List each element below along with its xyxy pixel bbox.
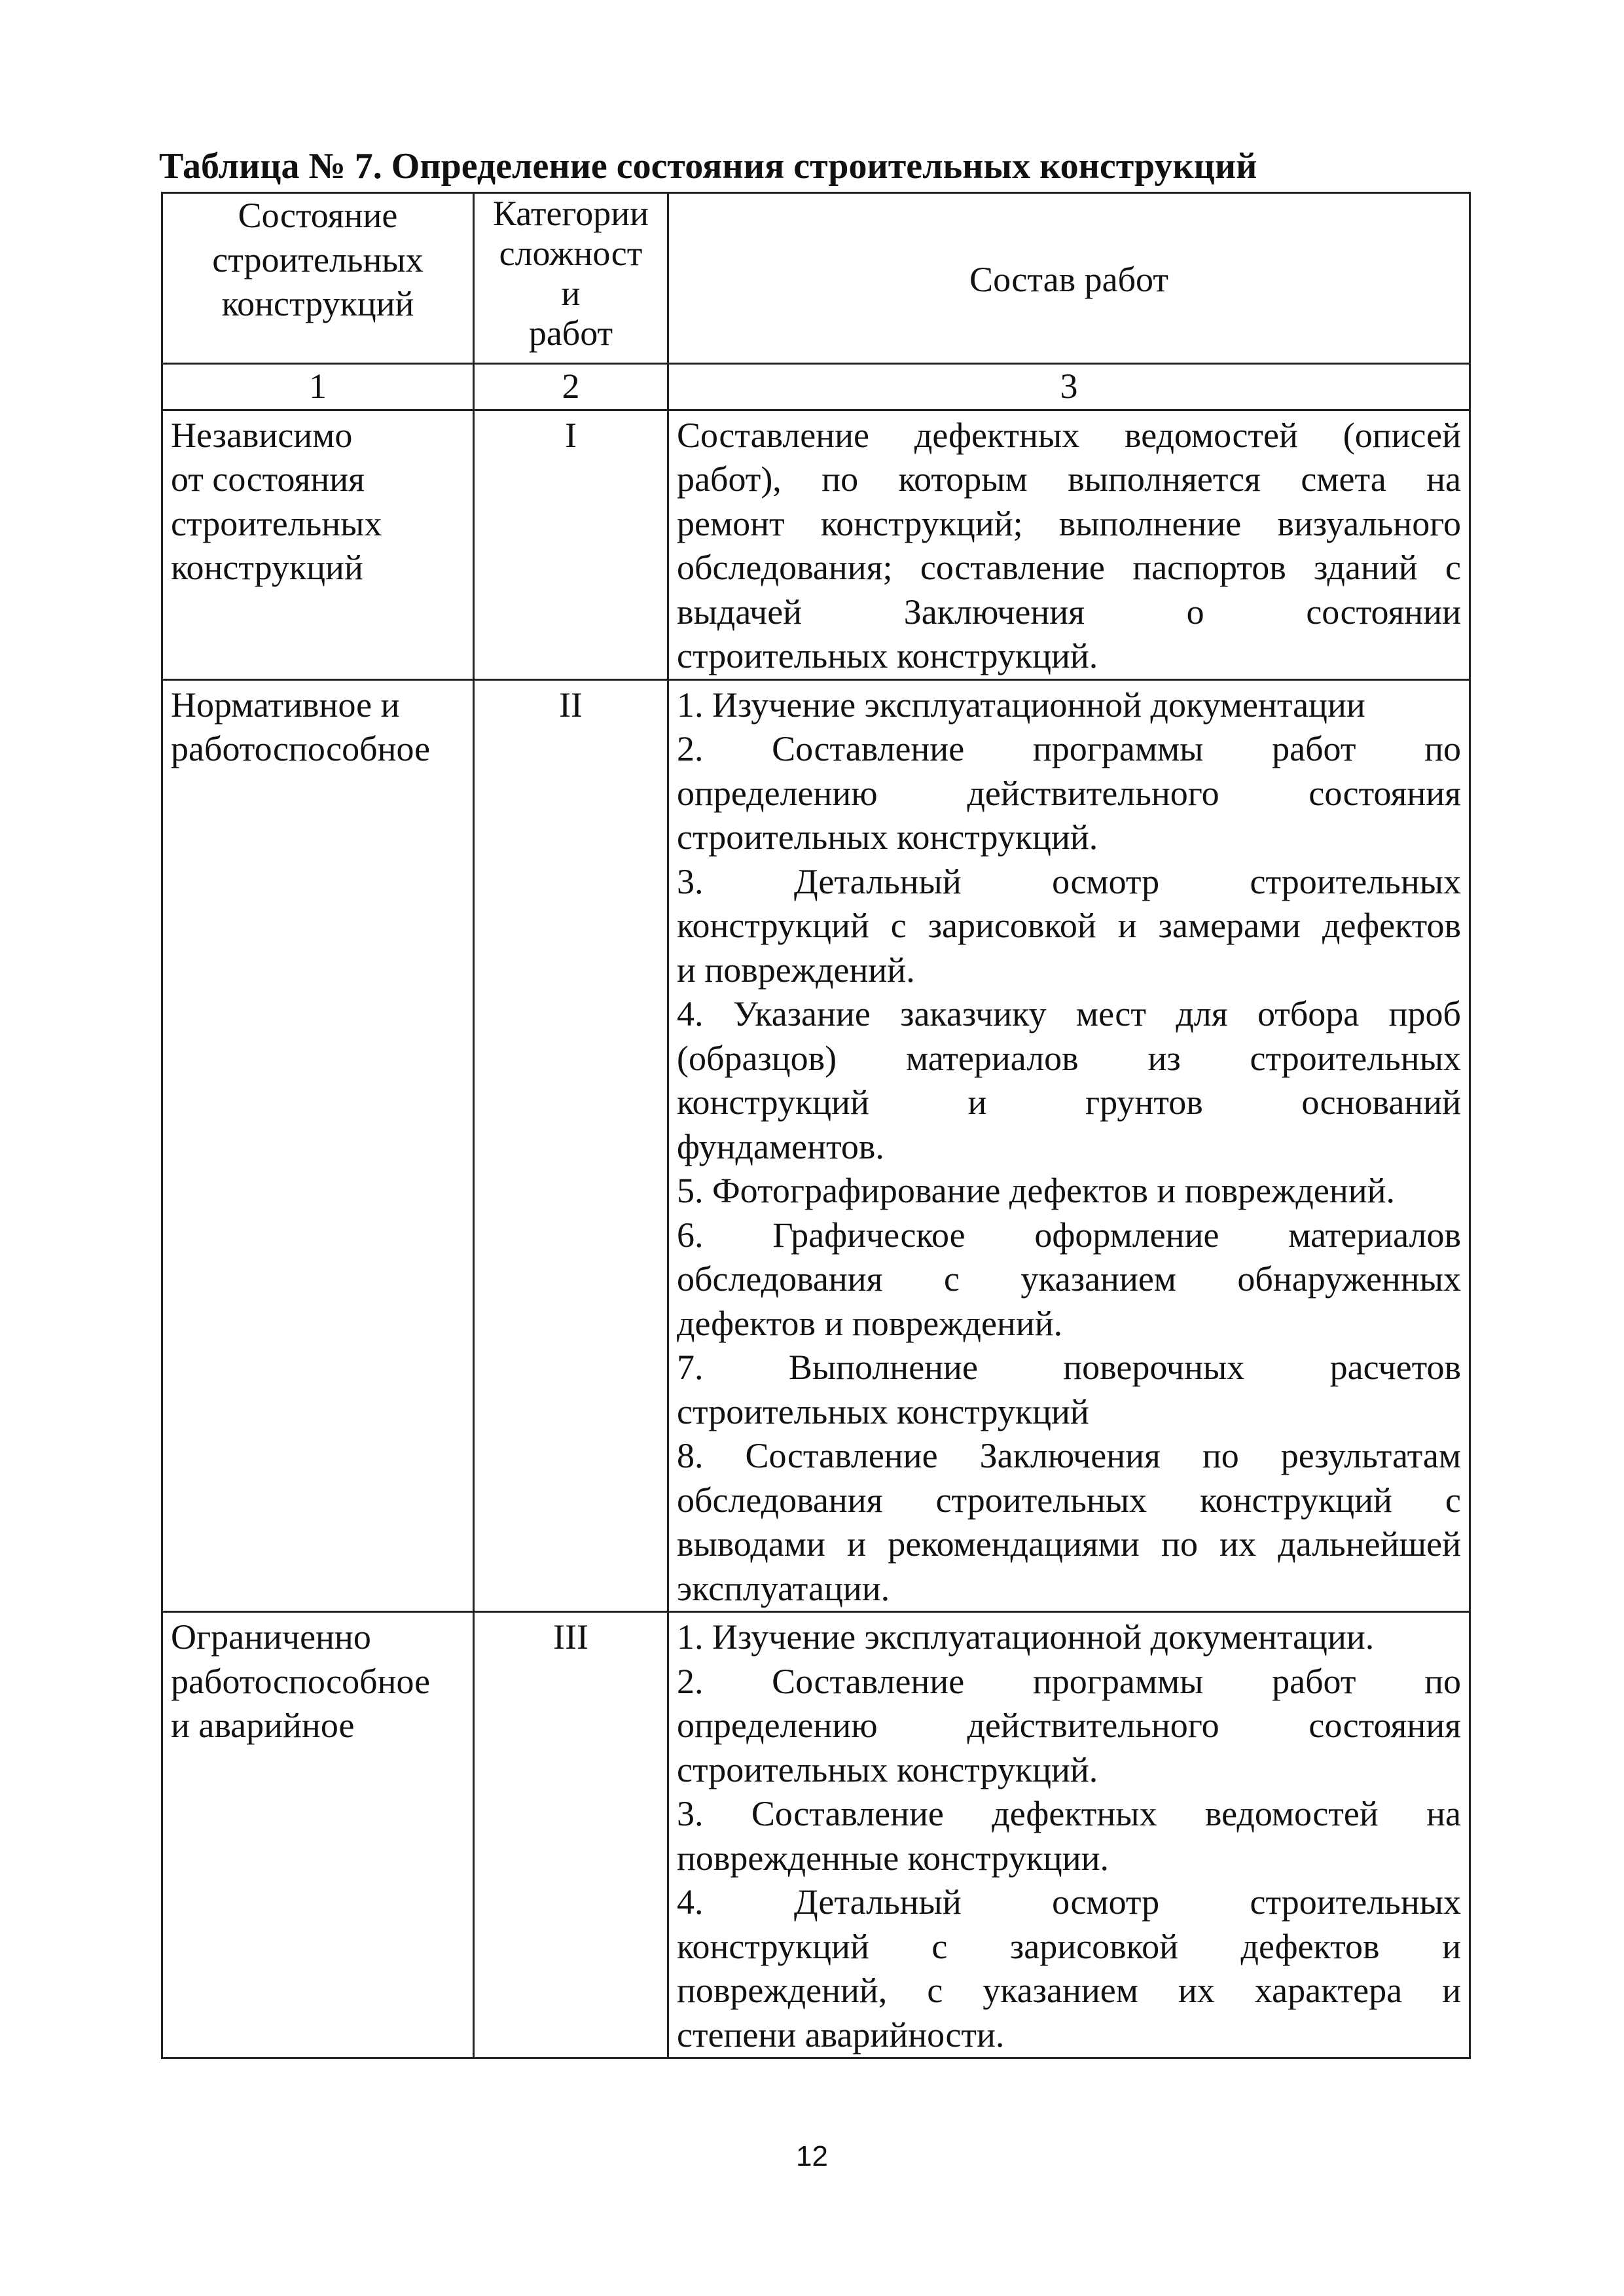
- works-line: степени аварийности.: [677, 2015, 1005, 2054]
- works-line: эксплуатации.: [677, 1568, 890, 1608]
- column-number: 2: [474, 364, 668, 410]
- header-category-line: работ: [528, 314, 613, 353]
- state-line: Независимо: [171, 415, 353, 455]
- works-line: ремонт конструкций; выполнение визуального: [677, 503, 1461, 543]
- state-line: Ограниченно: [171, 1617, 371, 1657]
- column-number: 1: [162, 364, 474, 410]
- works-line: определению действительного состояния: [677, 1706, 1461, 1745]
- header-state-line: Состояние: [238, 196, 398, 235]
- header-state: [162, 193, 474, 364]
- works-line: строительных конструкций.: [677, 1749, 1098, 1789]
- page-number: 12: [796, 2140, 828, 2172]
- table-header-row: [162, 193, 1470, 364]
- works-cell: [668, 679, 1470, 1612]
- works-line: 1. Изучение эксплуатационной документации.: [677, 1617, 1375, 1657]
- works-line: работ), по которым выполняется смета на: [677, 459, 1461, 499]
- works-line: 2. Составление программы работ по: [677, 1661, 1461, 1701]
- works-line: 4. Детальный осмотр строительных: [677, 1882, 1461, 1922]
- works-line: строительных конструкций.: [677, 636, 1098, 675]
- table-title: Таблица № 7. Определение состояния строительных конструкций: [159, 146, 1257, 187]
- state-line: работоспособное: [171, 1661, 431, 1701]
- works-line: (образцов) материалов из строительных: [677, 1038, 1461, 1078]
- works-line: и повреждений.: [677, 950, 915, 990]
- state-line: Нормативное и: [171, 685, 400, 725]
- state-cell: [162, 679, 474, 1612]
- works-line: конструкций с зарисовкой и замерами дефектов: [677, 906, 1461, 945]
- works-line: выдачей Заключения о состоянии: [677, 592, 1461, 632]
- works-line: дефектов и повреждений.: [677, 1303, 1063, 1343]
- table-row: [162, 1612, 1470, 2058]
- works-line: строительных конструкций.: [677, 817, 1098, 857]
- works-line: фундаментов.: [677, 1126, 884, 1166]
- works-cell: [668, 410, 1470, 679]
- category-cell: III: [474, 1612, 668, 2058]
- state-line: строительных: [171, 503, 382, 543]
- table-row: [162, 679, 1470, 1612]
- header-state-line: строительных: [212, 240, 424, 279]
- category-cell: I: [474, 410, 668, 679]
- works-line: обследования; составление паспортов зданий с: [677, 548, 1461, 587]
- works-line: 7. Выполнение поверочных расчетов: [677, 1348, 1461, 1387]
- works-line: поврежденные конструкции.: [677, 1838, 1109, 1878]
- works-line: 3. Детальный осмотр строительных: [677, 861, 1461, 901]
- state-line: от состояния: [171, 459, 365, 499]
- table-row: [162, 410, 1470, 679]
- works-line: конструкций и грунтов оснований: [677, 1083, 1461, 1122]
- works-line: выводами и рекомендациями по их дальнейшей: [677, 1524, 1461, 1564]
- works-line: определению действительного состояния: [677, 773, 1461, 813]
- works-line: 1. Изучение эксплуатационной документации: [677, 685, 1365, 725]
- column-number: 3: [668, 364, 1470, 410]
- works-line: 3. Составление дефектных ведомостей на: [677, 1794, 1461, 1833]
- works-line: 8. Составление Заключения по результатам: [677, 1436, 1461, 1475]
- works-line: повреждений, с указанием их характера и: [677, 1971, 1461, 2010]
- work-composition-table: [161, 192, 1471, 2059]
- works-line: Составление дефектных ведомостей (описей: [677, 415, 1461, 455]
- works-line: конструкций с зарисовкой дефектов и: [677, 1926, 1461, 1966]
- works-cell: [668, 1612, 1470, 2058]
- works-line: обследования строительных конструкций с: [677, 1480, 1461, 1520]
- state-line: и аварийное: [171, 1706, 355, 1745]
- works-line: обследования с указанием обнаруженных: [677, 1259, 1461, 1299]
- state-cell: [162, 410, 474, 679]
- works-line: 5. Фотографирование дефектов и повреждений.: [677, 1171, 1396, 1210]
- state-cell: [162, 1612, 474, 2058]
- header-category: [474, 193, 668, 364]
- works-line: 2. Составление программы работ по: [677, 729, 1461, 768]
- state-line: конструкций: [171, 548, 363, 587]
- category-cell: II: [474, 679, 668, 1612]
- header-category-line: Категории: [492, 194, 649, 233]
- header-state-line: конструкций: [221, 284, 414, 323]
- header-category-line: сложност: [499, 234, 643, 273]
- header-category-line: и: [561, 274, 581, 313]
- column-numbers-row: [162, 364, 1470, 410]
- works-line: 4. Указание заказчику мест для отбора проб: [677, 994, 1461, 1033]
- state-line: работоспособное: [171, 729, 431, 768]
- works-line: строительных конструкций: [677, 1391, 1089, 1431]
- header-works: Состав работ: [668, 193, 1470, 364]
- works-line: 6. Графическое оформление материалов: [677, 1215, 1461, 1255]
